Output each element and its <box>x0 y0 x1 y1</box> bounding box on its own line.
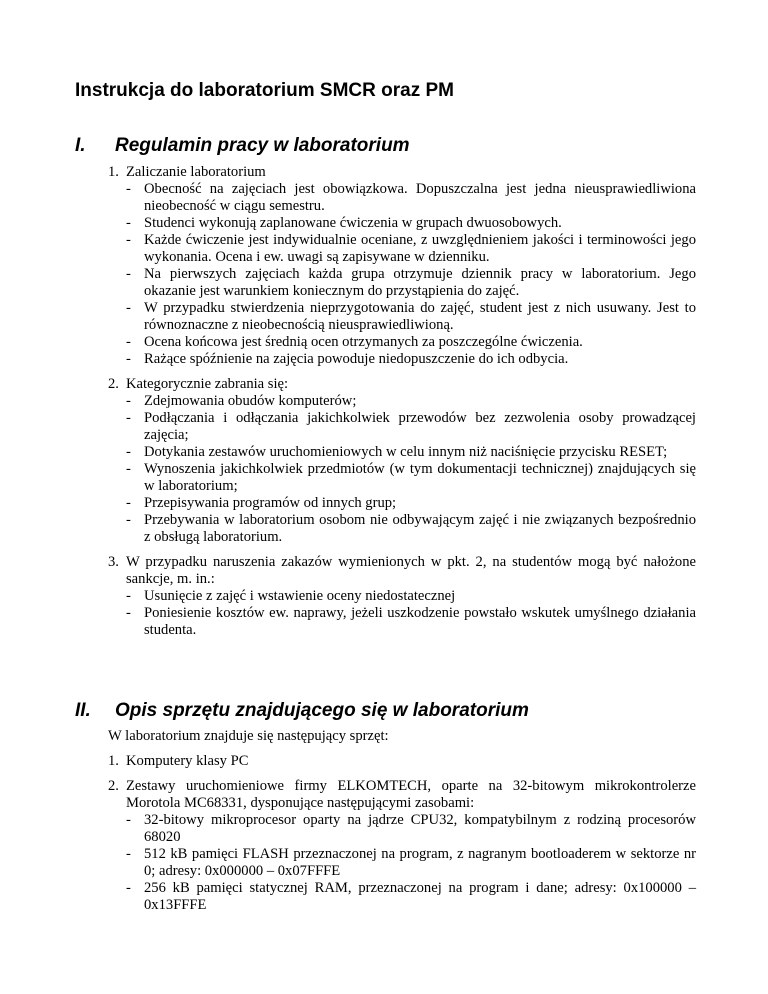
section-heading-1 <box>75 135 695 157</box>
bullet-item: - Zdejmowania obudów komputerów; <box>126 393 357 409</box>
section-body-1 <box>108 164 696 647</box>
item-number: 1. <box>108 164 119 180</box>
bullet-item: - Każde ćwiczenie jest indywidualnie oceniane, z uwzględnieniem jakości i terminowości jego wykonania. Ocena i ew. uwagi są zapisywane w dzienniku. <box>126 232 696 265</box>
list-item <box>108 554 696 639</box>
item-number: 3. <box>108 554 119 570</box>
bullet-item: - Wynoszenia jakichkolwiek przedmiotów (w tym dokumentacji technicznej) znajdujących się w laboratorium; <box>126 461 696 494</box>
bullet-item: - Obecność na zajęciach jest obowiązkowa. Dopuszczalna jest jedna nieusprawiedliwiona nieobecność w ciągu semestru. <box>126 181 696 214</box>
list-item <box>108 164 696 368</box>
item-number: 1. <box>108 753 119 769</box>
bullet-item: - Rażące spóźnienie na zajęcia powoduje niedopuszczenie do ich odbycia. <box>126 351 569 367</box>
item-number: 2. <box>108 376 119 392</box>
bullet-item: - Dotykania zestawów uruchomieniowych w celu innym niż naciśnięcie przycisku RESET; <box>126 444 668 460</box>
section-number: II. <box>75 700 91 721</box>
bullet-item: - 512 kB pamięci FLASH przeznaczonej na program, z nagranym bootloaderem w sektorze nr 0; adresy: 0x000000 – 0x07FFFE <box>126 846 696 879</box>
list-item <box>108 376 696 546</box>
bullet-list <box>126 181 696 368</box>
item-text: Komputery klasy PC <box>126 753 249 769</box>
section-title: Opis sprzętu znajdującego się w laboratorium <box>115 700 529 721</box>
bullet-list <box>126 812 696 914</box>
page-title: Instrukcja do laboratorium SMCR oraz PM <box>75 80 454 101</box>
section-intro: W laboratorium znajduje się następujący sprzęt: <box>108 728 389 744</box>
bullet-item: - 256 kB pamięci statycznej RAM, przeznaczonej na program i dane; adresy: 0x100000 – 0x13FFFE <box>126 880 696 913</box>
bullet-item: - Na pierwszych zajęciach każda grupa otrzymuje dziennik pracy w laboratorium. Jego okazanie jest warunkiem koniecznym do przystąpienia do zajęć. <box>126 266 696 299</box>
item-number: 2. <box>108 778 119 794</box>
bullet-item: - Podłączania i odłączania jakichkolwiek przewodów bez zezwolenia osoby prowadzącej zajęcia; <box>126 410 696 443</box>
bullet-item: - 32-bitowy mikroprocesor oparty na jądrze CPU32, kompatybilnym z rodziną procesorów 68020 <box>126 812 696 845</box>
bullet-item: - Poniesienie kosztów ew. naprawy, jeżeli uszkodzenie powstało wskutek umyślnego działania studenta. <box>126 605 696 638</box>
list-item <box>108 753 696 770</box>
list-item <box>108 778 696 914</box>
bullet-list <box>126 588 696 639</box>
item-text: Zestawy uruchomieniowe firmy ELKOMTECH, oparte na 32-bitowym mikrokontrolerze Morotola MC68331, dysponujące następującymi zasobami: <box>126 778 696 811</box>
item-text: Kategorycznie zabrania się: <box>126 376 289 392</box>
bullet-item: - Usunięcie z zajęć i wstawienie oceny niedostatecznej <box>126 588 456 604</box>
bullet-list <box>126 393 696 546</box>
bullet-item: - Ocena końcowa jest średnią ocen otrzymanych za poszczególne ćwiczenia. <box>126 334 583 350</box>
bullet-item: - W przypadku stwierdzenia nieprzygotowania do zajęć, student jest z nich usuwany. Jest to równoznaczne z nieobecnością nieusprawiedliwioną. <box>126 300 696 333</box>
bullet-item: - Przepisywania programów od innych grup; <box>126 495 397 511</box>
item-text: W przypadku naruszenia zakazów wymienionych w pkt. 2, na studentów mogą być nałożone sankcje, m. in.: <box>126 554 696 587</box>
section-heading-2 <box>75 700 695 722</box>
bullet-item: - Studenci wykonują zaplanowane ćwiczenia w grupach dwuosobowych. <box>126 215 562 231</box>
section-number: I. <box>75 135 86 156</box>
bullet-item: - Przebywania w laboratorium osobom nie odbywającym zajęć i nie związanych bezpośrednio z obsługą laboratorium. <box>126 512 696 545</box>
section-body-2 <box>108 728 696 922</box>
section-title: Regulamin pracy w laboratorium <box>115 135 410 156</box>
item-text: Zaliczanie laboratorium <box>126 164 266 180</box>
